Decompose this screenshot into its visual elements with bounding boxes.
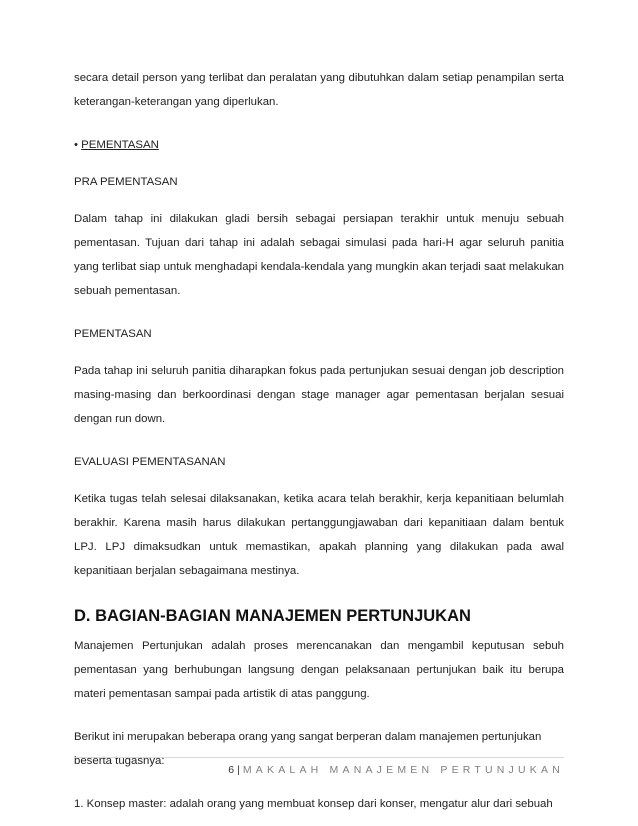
- intro-paragraph: secara detail person yang terlibat dan peralatan yang dibutuhkan dalam setiap penampilan serta keterangan-keterangan yang diperlukan.: [74, 72, 564, 108]
- page-footer: [74, 763, 564, 777]
- evaluasi-paragraph: Ketika tugas telah selesai dilaksanakan, ketika acara telah berakhir, kerja kepanitiaan belumlah berakhir. Karena masih harus dilakukan pertanggungjawaban dari kepanitiaan dalam bentuk LPJ. LPJ dimaksudkan untuk memastikan, apakah planning yang dilakukan pada awal kepanitiaan berjalan sebagaimana mestinya.: [74, 493, 564, 577]
- pementasan-bullet-heading: [74, 133, 564, 157]
- spacer: [74, 194, 564, 207]
- evaluasi-heading: EVALUASI PEMENTASANAN: [74, 456, 226, 468]
- spacer: [74, 474, 564, 487]
- manajemen-paragraph: Manajemen Pertunjukan adalah proses merencanakan dan mengambil keputusan sebuh pementasan yang berhubungan langsung dengan pelaksanaan pertunjukan baik itu berupa materi pementasan sampai pada artistik di atas panggung.: [74, 640, 564, 700]
- konsep-master-paragraph: 1. Konsep master: adalah orang yang membuat konsep dari konser, mengatur alur dari sebuah: [74, 798, 553, 810]
- spacer: [74, 114, 564, 133]
- spacer: [74, 583, 564, 602]
- spacer: [74, 346, 564, 359]
- berikut-paragraph: Berikut ini merupakan beberapa orang yang sangat berperan dalam manajemen pertunjukan beserta tugasnya:: [74, 731, 542, 767]
- spacer: [74, 157, 564, 170]
- footer-divider: [74, 757, 564, 758]
- section-d-heading: D. BAGIAN-BAGIAN MANAJEMEN PERTUNJUKAN: [74, 607, 471, 625]
- pra-pementasan-paragraph: Dalam tahap ini dilakukan gladi bersih sebagai persiapan terakhir untuk menuju sebuah pementasan. Tujuan dari tahap ini adalah sebagai simulasi pada hari-H agar seluruh panitia yang terlibat siap untuk menghadapi kendala-kendala yang mungkin akan terjadi saat melakukan sebuah pementasan.: [74, 213, 564, 297]
- pementasan-paragraph: Pada tahap ini seluruh panitia diharapkan fokus pada pertunjukan sesuai dengan job description masing-masing dan berkoordinasi dengan stage manager agar pementasan berjalan sesuai dengan run down.: [74, 365, 564, 425]
- footer-title: MAKALAH MANAJEMEN PERTUNJUKAN: [242, 764, 564, 776]
- pra-pementasan-heading: PRA PEMENTASAN: [74, 176, 178, 188]
- document-page: [74, 66, 564, 816]
- spacer: [74, 431, 564, 450]
- spacer: [74, 303, 564, 322]
- bullet-glyph: •: [74, 139, 78, 151]
- pementasan-heading: PEMENTASAN: [74, 328, 152, 340]
- spacer: [74, 706, 564, 725]
- pementasan-bullet-label: PEMENTASAN: [81, 139, 159, 151]
- footer-separator: |: [237, 764, 240, 776]
- page-number: 6: [228, 764, 235, 776]
